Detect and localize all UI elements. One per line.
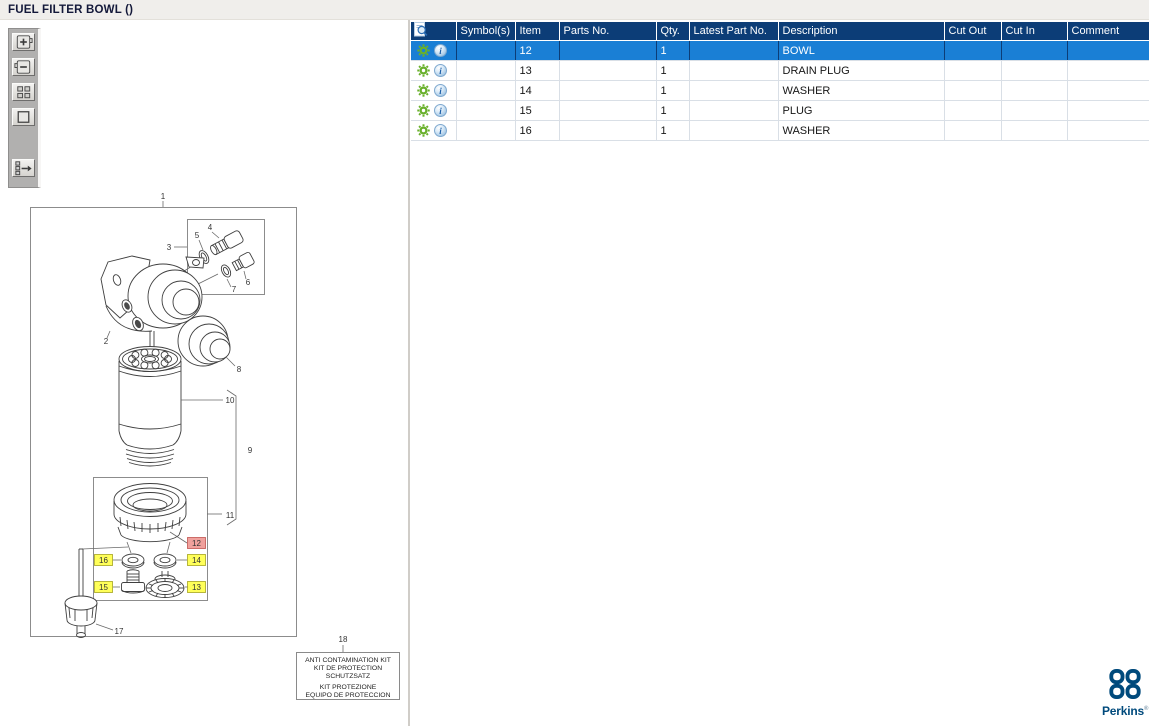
cell-cut-out [944,41,1001,61]
registered-mark: ® [1143,706,1149,712]
kit-label-line: EQUIPO DE PROTECCION [305,692,391,699]
column-header-latest-part-no[interactable]: Latest Part No. [689,22,778,41]
cell-latest-part-no [689,61,778,81]
svg-text:8: 8 [236,365,242,374]
info-icon[interactable]: i [434,104,447,117]
cell-comment [1067,121,1149,141]
svg-text:15: 15 [99,583,108,592]
cell-item: 16 [515,121,559,141]
svg-text:12: 12 [192,539,201,548]
cell-item: 12 [515,41,559,61]
cell-cut-in [1001,41,1067,61]
column-header-item[interactable]: Item [515,22,559,41]
table-row[interactable] [411,121,1149,141]
cell-cut-out [944,101,1001,121]
cell-description: WASHER [778,121,944,141]
cell-comment [1067,81,1149,101]
perkins-logo-icon [1108,669,1142,699]
cell-latest-part-no [689,41,778,61]
cell-parts-no [559,61,656,81]
table-row[interactable] [411,41,1149,61]
svg-text:6: 6 [245,278,251,287]
cell-latest-part-no [689,81,778,101]
svg-text:10: 10 [225,396,235,405]
svg-text:7: 7 [231,285,237,294]
svg-text:13: 13 [192,583,201,592]
cell-item: 13 [515,61,559,81]
svg-text:16: 16 [99,556,108,565]
cell-item: 14 [515,81,559,101]
svg-text:9: 9 [247,446,253,455]
cell-qty: 1 [656,81,689,101]
info-icon[interactable]: i [434,84,447,97]
cell-parts-no [559,121,656,141]
column-header-qty[interactable]: Qty. [656,22,689,41]
cell-parts-no [559,41,656,61]
perkins-logo [1102,669,1148,718]
cell-qty: 1 [656,101,689,121]
info-icon[interactable]: i [434,44,447,57]
svg-text:18: 18 [338,635,348,644]
info-icon[interactable]: i [434,64,447,77]
kit-label-line: KIT DE PROTECTION [313,665,383,672]
column-header-cut-in[interactable]: Cut In [1001,22,1067,41]
kit-label-line: SCHUTZSATZ [325,673,371,680]
gear-icon[interactable] [417,44,430,57]
callout-12-red[interactable] [188,538,206,549]
cell-description: BOWL [778,41,944,61]
kit-label-line: KIT PROTEZIONE [319,684,377,691]
cell-description: DRAIN PLUG [778,61,944,81]
cell-item: 15 [515,101,559,121]
callout-14-yellow[interactable] [177,555,206,566]
cell-symbols [456,61,515,81]
callout-16-yellow[interactable] [95,555,122,566]
cell-cut-out [944,121,1001,141]
cell-symbols [456,121,515,141]
svg-text:14: 14 [192,556,201,565]
gear-icon[interactable] [417,104,430,117]
column-header-comment[interactable]: Comment [1067,22,1149,41]
document-search-icon [413,22,428,37]
table-row[interactable] [411,61,1149,81]
svg-text:11: 11 [225,511,235,520]
column-header-description[interactable]: Description [778,22,944,41]
cell-parts-no [559,101,656,121]
cell-cut-in [1001,101,1067,121]
pane-divider[interactable] [408,20,410,726]
cell-description: WASHER [778,81,944,101]
kit-label-box [296,652,400,700]
perkins-wordmark: Perkins® [1102,704,1149,718]
column-header-cut-out[interactable]: Cut Out [944,22,1001,41]
parts-table [411,22,1149,141]
cell-cut-in [1001,81,1067,101]
cell-comment [1067,41,1149,61]
svg-text:2: 2 [103,337,109,346]
cell-symbols [456,41,515,61]
cell-description: PLUG [778,101,944,121]
svg-text:3: 3 [166,243,172,252]
column-header-preview[interactable] [411,22,456,41]
cell-cut-out [944,81,1001,101]
column-header-symbols[interactable]: Symbol(s) [456,22,515,41]
cell-cut-out [944,61,1001,81]
cell-symbols [456,101,515,121]
svg-text:5: 5 [194,231,200,240]
callout-15-yellow[interactable] [95,582,121,593]
cell-comment [1067,101,1149,121]
table-row[interactable] [411,101,1149,121]
gear-icon[interactable] [417,64,430,77]
svg-text:1: 1 [160,192,166,201]
callout-13-yellow[interactable] [185,582,206,593]
cap-drawing [178,316,242,374]
cell-comment [1067,61,1149,81]
table-header-row [411,22,1149,41]
callout-18 [339,635,348,652]
cell-cut-in [1001,61,1067,81]
table-row[interactable] [411,81,1149,101]
cell-latest-part-no [689,101,778,121]
cell-parts-no [559,81,656,101]
svg-text:4: 4 [207,223,213,232]
gear-icon[interactable] [417,124,430,137]
svg-text:17: 17 [114,627,124,636]
cell-symbols [456,81,515,101]
cell-qty: 1 [656,41,689,61]
cell-qty: 1 [656,61,689,81]
small-parts-drawing [122,542,185,598]
cell-qty: 1 [656,121,689,141]
info-icon[interactable]: i [434,124,447,137]
parts-diagram [0,0,408,726]
gear-icon[interactable] [417,84,430,97]
diagram-frame [31,192,297,637]
column-header-parts-no[interactable]: Parts No. [559,22,656,41]
cell-cut-in [1001,121,1067,141]
page-title: FUEL FILTER BOWL () [8,4,134,16]
cell-latest-part-no [689,121,778,141]
kit-label-line: ANTI CONTAMINATION KIT [305,657,391,664]
